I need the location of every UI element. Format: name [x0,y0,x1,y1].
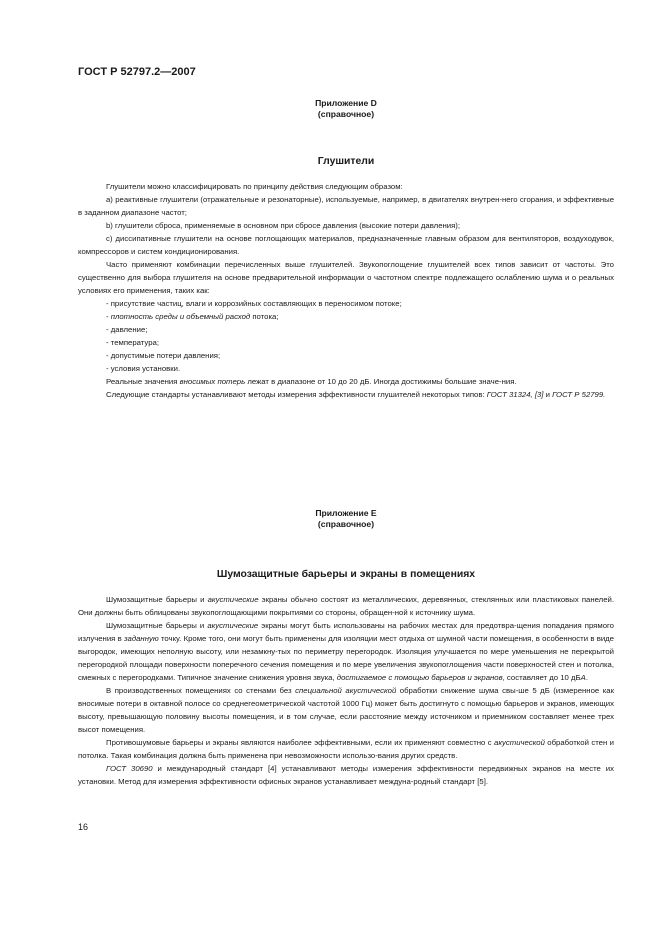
annex-e-status: (справочное) [317,519,375,529]
text-run: и международный стандарт [4] устанавливают методы измерения эффективности передвижных экранов на месте их установки. Метод для измерения эффективности офисных экранов устанавливает междуна-родный стандарт [5]. [78,764,614,786]
annex-d-body [78,180,614,401]
text-run: обработкой стен и потолка. Такая комбинация должна быть применена при невозможности использо-вания других средств. [78,738,614,760]
text-run: . [585,673,588,682]
paragraph [78,388,614,401]
paragraph: b) глушители сброса, применяемые в основном при сбросе давления (высокие потери давления); [106,221,461,230]
text-run: В производственных помещениях со стенами без [106,686,296,695]
italic-term: плотность среды и объемный расход [110,312,251,321]
text-run: Шумозащитные барьеры и [106,621,208,630]
list-item: - плотность среды и объемный расход потока; [106,312,279,321]
standard-ref: ГОСТ Р 52799. [552,390,606,399]
text-run: Следующие стандарты устанавливают методы измерения эффективности глушителей некоторых типов: [106,390,487,399]
italic-term: акустической [494,738,545,747]
paragraph [78,619,614,684]
italic-term: достигаемое с помощью барьеров и экранов [336,673,503,682]
annex-d-title: Глушители [317,156,375,167]
annex-d-status: (справочное) [317,109,375,119]
paragraph [78,684,614,736]
annex-e-label: Приложение Е [315,508,377,518]
list-item-tail: потока; [250,312,279,321]
paragraph: c) диссипативные глушители на основе поглощающих материалов, предназначенные главным образом для вентиляторов, воздуходувок, компрессоров и систем кондиционирования. [78,234,614,256]
paragraph: Часто применяют комбинации перечисленных выше глушителей. Звукопоглощение глушителей всех типов зависит от частоты. Это существенно для выбора глушителя на основе предварительной информации о частотном спектре подлежащего ослаблению шума и о реальных условиях его применения, таких как: [78,260,614,295]
annex-d-heading [0,98,661,120]
italic-term: специальной акустической [295,686,397,695]
paragraph [78,762,614,788]
standard-ref: ГОСТ 31324, [3] [486,390,544,399]
italic-term: заданную [124,634,159,643]
list-item: - давление; [106,325,148,334]
list-item: - температура; [106,338,159,347]
annex-e-body [78,593,614,788]
list-item: - допустимые потери давления; [106,351,221,360]
annex-d-label: Приложение D [315,98,377,108]
annex-e-heading [0,508,661,530]
paragraph [78,736,614,762]
list-item: - условия установки. [106,364,181,373]
text-run: Реальные значения [106,377,180,386]
text-run: лежат в диапазоне от 10 до 20 дБ. Иногда достижимы большие значе-ния. [245,377,517,386]
document-header: ГОСТ Р 52797.2—2007 [78,66,196,78]
standard-ref: ГОСТ 30690 [106,764,153,773]
italic-term: акустические [207,595,259,604]
text-run: , составляет до 10 дБ [502,673,581,682]
paragraph: Глушители можно классифицировать по принципу действия следующим образом: [106,182,403,191]
list-item: - присутствие частиц, влаги и коррозийных составляющих в переносимом потоке; [106,299,402,308]
text-run: Шумозащитные барьеры и [106,595,208,604]
text-run: экраны могут быть использованы на рабочих местах для предотвра-щения попадания прямого излучения в [78,621,614,643]
paragraph [78,593,614,619]
text-run: экраны обычно состоят из металлических, деревянных, стеклянных или пластиковых панелей. Они должны быть облицованы звукопоглощающими покрытиями со стороны, обращен-ной к источнику шума. [78,595,614,617]
text-run: Противошумовые барьеры и экраны являются наиболее эффективными, если их применяют совместно с [106,738,495,747]
paragraph: a) реактивные глушители (отражательные и резонаторные), используемые, например, в двигателях внутрен-него сгорания, и эффективные в заданном диапазоне частот; [78,195,614,217]
page-number: 16 [78,822,89,832]
text-run: обработки снижение шума свы-ше 5 дБ (измеренное как вносимые потери в октавной полосе со среднегеометрической частотой 1000 Гц) может быть достигнуто с помощью барьеров и экранов, имеющих высоту, превышающую половину высоты помещения, и в том случае, если расстояние между источником и приемником составляет менее трех высот помещения. [78,686,614,734]
italic-term: акустические [207,621,259,630]
italic-term: А [580,673,586,682]
text-run: и [543,390,553,399]
italic-term: вносимых потерь [179,377,246,386]
paragraph [78,375,614,388]
annex-e-title: Шумозащитные барьеры и экраны в помещениях [216,569,476,580]
text-run: точку. Кроме того, они могут быть применены для изоляции мест отдыха от шумной части помещения, в особенности в виде выгородок, имеющих неполную высоту, или незамкну-тых по периметру перегородок. Изоляция улучшается по мере уменьшения не перекрытой перегородкой площади поверхности поперечного сечения помещения и по мере увеличения звукопоглощения части поверхностей стен и потолка, смежных с перегородками. Типичное значение снижения уровня звука, [78,634,614,682]
